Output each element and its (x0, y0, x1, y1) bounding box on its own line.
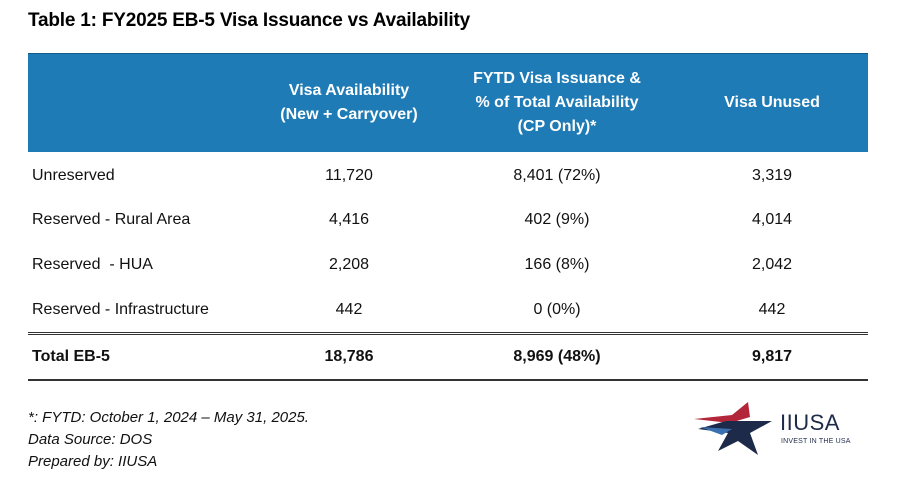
table-body (28, 152, 868, 334)
logo-wordmark: IIUSA (780, 410, 840, 435)
total-availability: 18,786 (260, 334, 438, 381)
total-unused: 9,817 (676, 334, 868, 381)
header-row (28, 54, 868, 153)
row-category: Unreserved (32, 167, 115, 184)
logo-tagline: INVEST IN THE USA (781, 438, 851, 445)
header-issuance-line3: (CP Only)* (517, 118, 597, 135)
table-footer (28, 334, 868, 381)
row-issuance: 0 (0%) (533, 300, 581, 318)
row-unused: 442 (758, 300, 786, 318)
table-row (28, 242, 868, 287)
visa-table (28, 53, 868, 381)
row-availability: 442 (335, 300, 363, 318)
header-issuance-line2: % of Total Availability (475, 94, 639, 111)
row-availability: 11,720 (325, 167, 373, 184)
total-category: Total EB-5 (28, 334, 260, 381)
table-row (28, 152, 868, 197)
row-issuance: 402 (9%) (524, 210, 590, 228)
header-availability-line2: (New + Carryover) (280, 106, 418, 123)
row-issuance: 166 (8%) (524, 255, 590, 273)
header-visa-availability (260, 54, 438, 153)
row-unused: 4,014 (751, 210, 793, 228)
header-availability-line1: Visa Availability (288, 82, 410, 99)
header-issuance-line1: FYTD Visa Issuance & (473, 70, 641, 87)
table-header (28, 54, 868, 153)
visa-table-container (28, 53, 868, 381)
row-unused: 3,319 (751, 167, 793, 184)
row-category: Reserved - Rural Area (32, 210, 191, 228)
header-fytd-issuance (438, 54, 676, 153)
footnotes (28, 407, 309, 473)
row-issuance: 8,401 (72%) (513, 167, 601, 184)
total-issuance: 8,969 (48%) (438, 334, 676, 381)
row-category: Reserved - HUA (32, 255, 153, 273)
star-swoosh-icon (692, 399, 776, 457)
footnote-fytd: *: FYTD: October 1, 2024 – May 31, 2025. (28, 409, 309, 426)
row-availability: 2,208 (328, 255, 370, 273)
page-title: Table 1: FY2025 EB-5 Visa Issuance vs Availability (28, 10, 471, 31)
iiusa-logo (692, 399, 872, 459)
total-row (28, 334, 868, 381)
footnote-source: Data Source: DOS (28, 431, 153, 448)
table-row (28, 287, 868, 334)
row-unused: 2,042 (751, 255, 793, 273)
header-visa-unused: Visa Unused (676, 54, 868, 153)
table-row (28, 197, 868, 242)
row-availability: 4,416 (328, 210, 370, 228)
footnote-prepared: Prepared by: IIUSA (28, 453, 158, 470)
header-category (28, 54, 260, 153)
row-category: Reserved - Infrastructure (32, 300, 209, 318)
